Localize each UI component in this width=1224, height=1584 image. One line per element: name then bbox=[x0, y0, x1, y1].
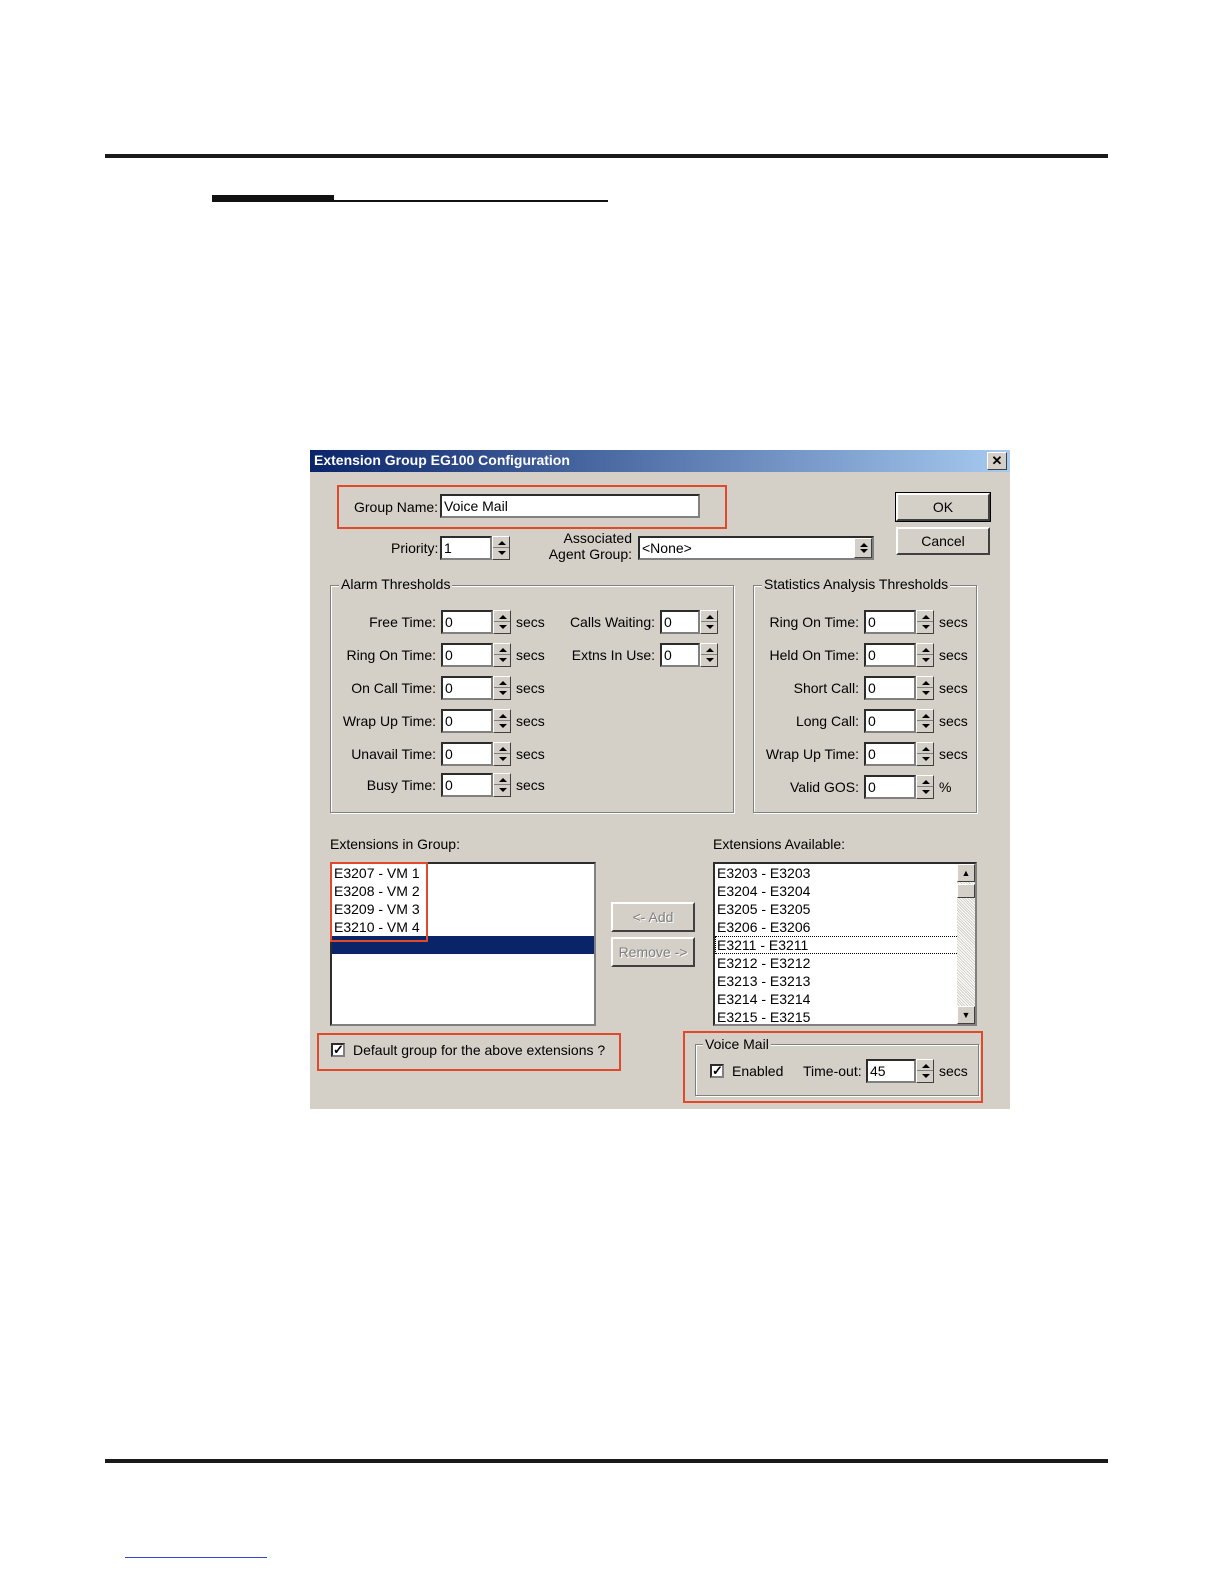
held-on-time-unit: secs bbox=[939, 647, 968, 663]
priority-label: Priority: bbox=[391, 540, 439, 556]
free-time-spinner[interactable] bbox=[493, 610, 511, 634]
voicemail-enabled-checkbox[interactable]: ✓ bbox=[712, 1063, 723, 1078]
unavail-time-input[interactable]: 0 bbox=[441, 742, 493, 766]
bottom-rule bbox=[105, 1459, 1108, 1463]
busy-time-label: Busy Time: bbox=[366, 777, 436, 793]
stats-wrap-up-time-input[interactable]: 0 bbox=[864, 742, 916, 766]
voicemail-enabled-label: Enabled bbox=[732, 1063, 784, 1079]
list-item[interactable]: E3204 - E3204 bbox=[717, 883, 811, 899]
stats-wrap-up-time-unit: secs bbox=[939, 746, 968, 762]
stats-wrap-up-time-spinner[interactable] bbox=[916, 742, 934, 766]
wrap-up-time-label: Wrap Up Time: bbox=[342, 713, 436, 729]
dialog-title: Extension Group EG100 Configuration bbox=[314, 452, 570, 468]
highlight-default-group bbox=[317, 1033, 621, 1071]
busy-time-unit: secs bbox=[516, 777, 545, 793]
list-item[interactable]: E3213 - E3213 bbox=[717, 973, 811, 989]
agent-group-select[interactable]: <None> bbox=[638, 536, 874, 560]
on-call-time-input[interactable]: 0 bbox=[441, 676, 493, 700]
add-button[interactable]: <- Add bbox=[611, 902, 695, 932]
list-item[interactable]: E3207 - VM 1 bbox=[334, 865, 420, 881]
highlight-extensions-in-group bbox=[330, 862, 428, 942]
stats-ring-on-time-spinner[interactable] bbox=[916, 610, 934, 634]
short-call-spinner[interactable] bbox=[916, 676, 934, 700]
top-rule bbox=[105, 154, 1108, 158]
long-call-label: Long Call: bbox=[795, 713, 859, 729]
valid-gos-unit: % bbox=[939, 779, 952, 795]
free-time-input[interactable]: 0 bbox=[441, 610, 493, 634]
default-group-checkbox[interactable]: ✓ bbox=[333, 1042, 344, 1057]
unavail-time-label: Unavail Time: bbox=[351, 746, 436, 762]
cancel-button[interactable]: Cancel bbox=[896, 527, 990, 555]
voice-mail-title: Voice Mail bbox=[705, 1036, 769, 1052]
short-call-input[interactable]: 0 bbox=[864, 676, 916, 700]
list-item[interactable]: E3209 - VM 3 bbox=[334, 901, 420, 917]
stats-ring-on-time-input[interactable]: 0 bbox=[864, 610, 916, 634]
extension-group-dialog bbox=[310, 450, 1010, 1109]
busy-time-spinner[interactable] bbox=[493, 773, 511, 797]
free-time-label: Free Time: bbox=[369, 614, 436, 630]
list-item[interactable]: E3206 - E3206 bbox=[717, 919, 811, 935]
list-item[interactable]: E3215 - E3215 bbox=[717, 1009, 811, 1025]
alarm-thresholds-title: Alarm Thresholds bbox=[341, 576, 451, 592]
section-underline-thin bbox=[212, 200, 608, 202]
wrap-up-time-unit: secs bbox=[516, 713, 545, 729]
wrap-up-time-spinner[interactable] bbox=[493, 709, 511, 733]
valid-gos-spinner[interactable] bbox=[916, 775, 934, 799]
calls-waiting-input[interactable]: 0 bbox=[660, 610, 700, 634]
on-call-time-spinner[interactable] bbox=[493, 676, 511, 700]
associated-label-line2: Agent Group: bbox=[548, 546, 632, 562]
scroll-thumb[interactable] bbox=[957, 884, 975, 898]
long-call-input[interactable]: 0 bbox=[864, 709, 916, 733]
list-item-focused[interactable]: E3211 - E3211 bbox=[715, 936, 975, 954]
default-group-label: Default group for the above extensions ? bbox=[353, 1042, 606, 1058]
calls-waiting-label: Calls Waiting: bbox=[569, 614, 655, 630]
ring-on-time-label: Ring On Time: bbox=[346, 647, 436, 663]
on-call-time-label: On Call Time: bbox=[351, 680, 436, 696]
extensions-available-list[interactable] bbox=[713, 862, 977, 1026]
extns-in-use-input[interactable]: 0 bbox=[660, 643, 700, 667]
close-icon[interactable]: ✕ bbox=[987, 452, 1007, 470]
ring-on-time-unit: secs bbox=[516, 647, 545, 663]
list-item[interactable]: E3214 - E3214 bbox=[717, 991, 811, 1007]
associated-label-line1: Associated bbox=[563, 530, 632, 546]
held-on-time-input[interactable]: 0 bbox=[864, 643, 916, 667]
group-name-label: Group Name: bbox=[354, 499, 439, 515]
ok-button[interactable]: OK bbox=[896, 493, 990, 521]
long-call-spinner[interactable] bbox=[916, 709, 934, 733]
voicemail-timeout-label: Time-out: bbox=[803, 1063, 862, 1079]
ring-on-time-input[interactable]: 0 bbox=[441, 643, 493, 667]
held-on-time-label: Held On Time: bbox=[769, 647, 859, 663]
held-on-time-spinner[interactable] bbox=[916, 643, 934, 667]
list-item[interactable]: E3210 - VM 4 bbox=[334, 919, 420, 935]
free-time-unit: secs bbox=[516, 614, 545, 630]
valid-gos-label: Valid GOS: bbox=[790, 779, 859, 795]
extns-in-use-spinner[interactable] bbox=[700, 643, 718, 667]
wrap-up-time-input[interactable]: 0 bbox=[441, 709, 493, 733]
scroll-up-icon[interactable]: ▲ bbox=[957, 864, 975, 882]
stats-ring-on-time-unit: secs bbox=[939, 614, 968, 630]
extensions-available-label: Extensions Available: bbox=[713, 836, 846, 852]
chevron-down-icon[interactable] bbox=[854, 538, 872, 558]
unavail-time-spinner[interactable] bbox=[493, 742, 511, 766]
ring-on-time-spinner[interactable] bbox=[493, 643, 511, 667]
list-item[interactable]: E3208 - VM 2 bbox=[334, 883, 420, 899]
highlight-group-name bbox=[337, 485, 727, 529]
available-scrollbar[interactable] bbox=[957, 864, 975, 1024]
extensions-in-group-label: Extensions in Group: bbox=[330, 836, 460, 852]
title-bar bbox=[310, 450, 1010, 472]
stats-ring-on-time-label: Ring On Time: bbox=[769, 614, 859, 630]
highlight-voice-mail bbox=[683, 1031, 983, 1103]
unavail-time-unit: secs bbox=[516, 746, 545, 762]
on-call-time-unit: secs bbox=[516, 680, 545, 696]
list-item[interactable]: E3203 - E3203 bbox=[717, 865, 811, 881]
footer-link-underline bbox=[125, 1557, 267, 1558]
priority-input[interactable]: 1 bbox=[440, 536, 492, 560]
extns-in-use-label: Extns In Use: bbox=[571, 647, 655, 663]
calls-waiting-spinner[interactable] bbox=[700, 610, 718, 634]
statistics-thresholds-title: Statistics Analysis Thresholds bbox=[764, 576, 949, 592]
long-call-unit: secs bbox=[939, 713, 968, 729]
scroll-down-icon[interactable]: ▼ bbox=[957, 1006, 975, 1024]
short-call-label: Short Call: bbox=[793, 680, 859, 696]
voicemail-timeout-input[interactable]: 45 bbox=[866, 1059, 916, 1083]
priority-spinner[interactable] bbox=[492, 536, 510, 560]
group-name-input[interactable]: Voice Mail bbox=[440, 494, 700, 518]
short-call-unit: secs bbox=[939, 680, 968, 696]
remove-button[interactable]: Remove -> bbox=[611, 937, 695, 967]
list-item[interactable]: E3212 - E3212 bbox=[717, 955, 811, 971]
stats-wrap-up-time-label: Wrap Up Time: bbox=[765, 746, 859, 762]
voicemail-timeout-unit: secs bbox=[939, 1063, 968, 1079]
valid-gos-input[interactable]: 0 bbox=[864, 775, 916, 799]
busy-time-input[interactable]: 0 bbox=[441, 773, 493, 797]
list-item[interactable]: E3205 - E3205 bbox=[717, 901, 811, 917]
